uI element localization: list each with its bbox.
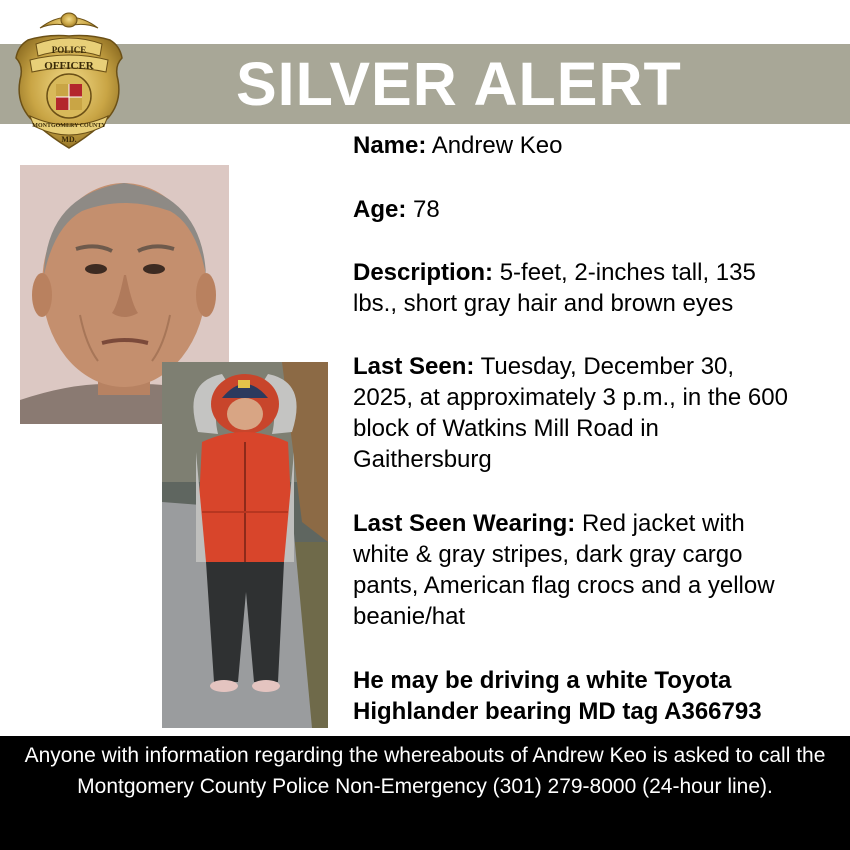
contact-footer [0,736,850,850]
contact-footer-text: Anyone with information regarding the whereabouts of Andrew Keo is asked to call the Montgomery County Police Non-Emergency (301) 279-8000 (24-hour line). [24,744,826,798]
last-seen-label: Last Seen: [353,353,475,380]
vehicle-notice [353,665,850,727]
last-seen-wearing-label: Last Seen Wearing: [353,510,576,537]
last-seen-value-line4: Gaithersburg [353,446,492,473]
description-value-line1: 5-feet, 2-inches tall, 135 [499,259,756,286]
vehicle-notice-line1: He may be driving a white Toyota [353,667,732,694]
badge-county-text: MONTGOMERY COUNTY [32,123,106,129]
name-field [353,130,850,161]
police-badge-icon [10,6,128,154]
last-seen-wearing-value-line4: beanie/hat [353,603,466,630]
vehicle-notice-line2: Highlander bearing MD tag A366793 [353,698,762,725]
last-seen-value-line2: 2025, at approximately 3 p.m., in the 600 [353,384,788,411]
last-seen-wearing-field [353,508,850,632]
badge-police-text: POLICE [51,45,87,55]
description-value-line2: lbs., short gray hair and brown eyes [353,290,734,317]
badge-md-text: MD. [61,135,77,144]
last-seen-wearing-value-line1: Red jacket with [581,510,745,537]
badge-officer-text: OFFICER [44,60,94,72]
age-field [353,194,850,225]
last-seen-value-line3: block of Watkins Mill Road in [353,415,659,442]
last-seen-wearing-value-line3: pants, American flag crocs and a yellow [353,572,775,599]
alert-title: SILVER ALERT [236,50,682,118]
age-value: 78 [413,196,440,223]
description-label: Description: [353,259,494,286]
last-seen-value-line1: Tuesday, December 30, [480,353,735,380]
name-value: Andrew Keo [431,132,563,159]
age-label: Age: [353,196,407,223]
last-seen-field [353,351,850,475]
name-label: Name: [353,132,427,159]
description-field [353,257,850,319]
last-seen-wearing-value-line2: white & gray stripes, dark gray cargo [353,541,743,568]
full-body-photo [162,362,328,728]
